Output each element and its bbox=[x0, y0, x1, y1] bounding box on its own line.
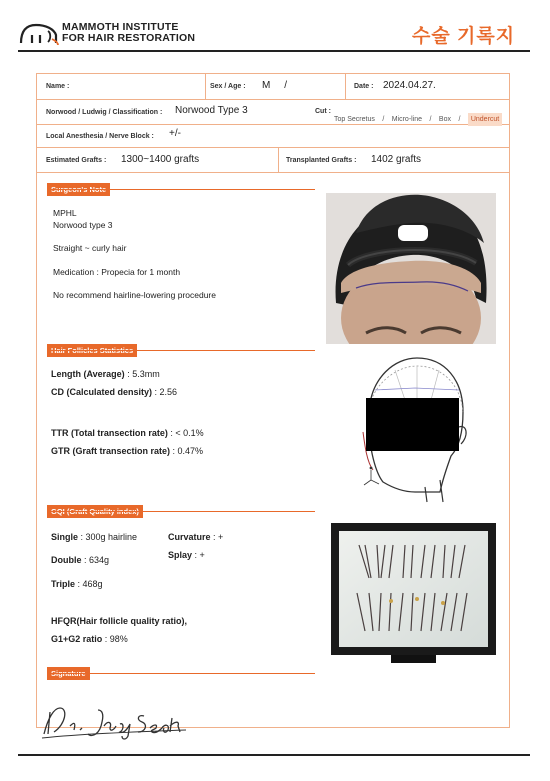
note-line: MPHL bbox=[53, 208, 77, 218]
transplanted-grafts-value: 1402 grafts bbox=[371, 154, 422, 165]
date-label: Date : bbox=[354, 83, 374, 90]
classification-label: Norwood / Ludwig / Classification : bbox=[46, 109, 163, 116]
section-rule bbox=[47, 189, 315, 190]
sexage-value: M / bbox=[262, 80, 287, 91]
section-rule bbox=[47, 350, 315, 351]
sexage-label: Sex / Age : bbox=[210, 83, 246, 90]
note-line: Straight ~ curly hair bbox=[53, 243, 127, 253]
row-grafts bbox=[36, 148, 510, 173]
gqi-curvature-value: : + bbox=[210, 532, 224, 542]
logo-line2: FOR HAIR RESTORATION bbox=[62, 32, 196, 44]
gqi-hfqr-value: : 98% bbox=[102, 634, 128, 644]
gqi-single bbox=[51, 532, 137, 542]
note-line: Medication : Propecia for 1 month bbox=[53, 267, 181, 277]
stat-cd bbox=[51, 387, 177, 397]
name-label: Name : bbox=[46, 83, 70, 90]
stat-length-value: : 5.3mm bbox=[124, 369, 160, 379]
head-diagram bbox=[355, 352, 480, 504]
grafts-monitor-photo bbox=[331, 523, 496, 663]
footer-divider bbox=[18, 754, 530, 756]
stat-cd-value: : 2.56 bbox=[152, 387, 178, 397]
cut-option-undercut-selected: Undercut bbox=[468, 113, 502, 126]
gqi-hfqr-label: G1+G2 ratio bbox=[51, 634, 103, 644]
stat-ttr bbox=[51, 428, 204, 438]
logo-line1: MAMMOTH INSTITUTE bbox=[62, 21, 179, 33]
mammoth-logo-icon bbox=[18, 21, 60, 45]
anesthesia-label: Local Anesthesia / Nerve Block : bbox=[46, 133, 154, 140]
gqi-single-label: Single bbox=[51, 532, 79, 542]
stat-ttr-value: : < 0.1% bbox=[167, 428, 204, 438]
cut-option-box: Box bbox=[438, 116, 451, 123]
divider bbox=[278, 148, 279, 173]
gqi-triple bbox=[51, 579, 103, 589]
gqi-curvature bbox=[168, 532, 223, 542]
header-divider bbox=[18, 50, 530, 52]
anesthesia-value: +/- bbox=[169, 128, 181, 139]
estimated-grafts-value: 1300~1400 grafts bbox=[121, 154, 200, 165]
gqi-double-label: Double bbox=[51, 555, 82, 565]
gqi-hfqr-line1 bbox=[51, 616, 187, 626]
page-title: 수술 기록지 bbox=[412, 26, 516, 47]
stat-ttr-label: TTR (Total transection rate) bbox=[51, 428, 168, 438]
gqi-splay-value: : + bbox=[192, 550, 205, 560]
estimated-grafts-label: Estimated Grafts : bbox=[46, 157, 107, 164]
stat-gtr-label: GTR (Graft transection rate) bbox=[51, 446, 171, 456]
gqi-splay bbox=[168, 550, 205, 560]
cut-separator: / bbox=[382, 116, 385, 123]
stat-length bbox=[51, 369, 160, 379]
note-line: Norwood type 3 bbox=[53, 220, 113, 230]
gqi-double-value: : 634g bbox=[81, 555, 110, 565]
cut-option-micro-line: Micro-line bbox=[391, 116, 423, 123]
section-rule bbox=[47, 673, 315, 674]
transplanted-grafts-label: Transplanted Grafts : bbox=[286, 157, 357, 164]
cut-label: Cut : bbox=[315, 108, 331, 115]
stat-cd-label: CD (Calculated density) bbox=[51, 387, 153, 397]
gqi-hfqr-heading: HFQR(Hair follicle quality ratio), bbox=[51, 616, 188, 626]
classification-value: Norwood Type 3 bbox=[175, 105, 248, 116]
stat-length-label: Length (Average) bbox=[51, 369, 125, 379]
divider bbox=[205, 73, 206, 100]
gqi-curvature-label: Curvature bbox=[168, 532, 211, 542]
gqi-triple-value: : 468g bbox=[75, 579, 103, 589]
row-classification bbox=[36, 100, 510, 125]
gqi-double bbox=[51, 555, 109, 565]
row-name bbox=[36, 73, 510, 100]
gqi-splay-label: Splay bbox=[168, 550, 193, 560]
doctor-signature bbox=[40, 700, 190, 740]
gqi-triple-label: Triple bbox=[51, 579, 76, 589]
stat-gtr-value: : 0.47% bbox=[170, 446, 204, 456]
divider bbox=[345, 73, 346, 100]
cut-option-top-secretus: Top Secretus bbox=[334, 116, 375, 123]
section-rule bbox=[47, 511, 315, 512]
gqi-single-value: : 300g hairline bbox=[78, 532, 138, 542]
cut-separator: / bbox=[429, 116, 432, 123]
patient-hairline-photo bbox=[326, 193, 496, 344]
gqi-hfqr bbox=[51, 634, 128, 644]
date-value: 2024.04.27. bbox=[383, 80, 436, 91]
note-line: No recommend hairline-lowering procedure bbox=[53, 290, 216, 300]
cut-options bbox=[334, 108, 502, 126]
logo bbox=[18, 20, 198, 46]
stat-gtr bbox=[51, 446, 203, 456]
cut-separator: / bbox=[458, 116, 461, 123]
row-anesthesia bbox=[36, 125, 510, 148]
